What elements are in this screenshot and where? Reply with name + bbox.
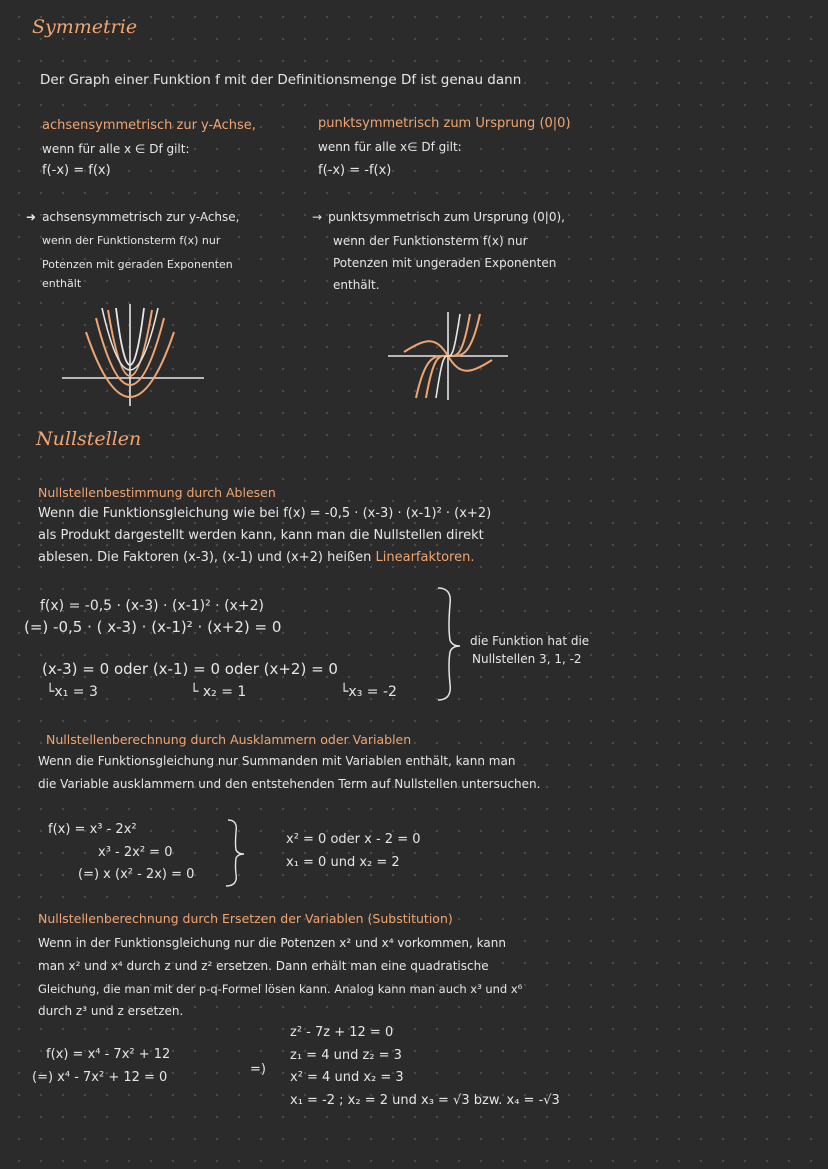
axis-symmetry-note-1: [26, 210, 239, 224]
implication-sign: =): [250, 1062, 266, 1077]
substitution-step-4: x₁ = -2 ; x₂ = 2 und x₃ = √3 bzw. x₄ = -√3: [290, 1093, 560, 1108]
ausklammern-equation-1: f(x) = x³ - 2x²: [48, 822, 137, 837]
heading-nullstellen: Nullstellen: [36, 428, 142, 450]
even-function-graph: [58, 302, 208, 412]
ablesen-equation-2: (=) -0,5 · ( x-3) · (x-1)² · (x+2) = 0: [24, 618, 282, 636]
axis-symmetry-formula: f(-x) = f(x): [42, 163, 111, 178]
axis-symmetry-note-2: wenn der Funktionsterm f(x) nur: [42, 234, 221, 247]
point-symmetry-note-2: wenn der Funktionsterm f(x) nur: [333, 234, 528, 248]
point-note-1-text: punktsymmetrisch zum Ursprung (0|0),: [328, 210, 565, 224]
ablesen-line-1: Wenn die Funktionsgleichung wie bei f(x) = -0,5 · (x-3) · (x-1)² · (x+2): [38, 506, 492, 521]
ablesen-equation-3: (x-3) = 0 oder (x-1) = 0 oder (x+2) = 0: [42, 660, 338, 678]
point-symmetry-title: punktsymmetrisch zum Ursprung (0|0): [318, 116, 571, 131]
ablesen-root-2: └ x₂ = 1: [190, 684, 247, 700]
substitution-step-1: z² - 7z + 12 = 0: [290, 1025, 394, 1040]
substitution-title: Nullstellenberechnung durch Ersetzen der Variablen (Substitution): [38, 911, 453, 926]
curly-brace-ausklammern: [222, 818, 252, 888]
point-symmetry-formula: f(-x) = -f(x): [318, 163, 392, 178]
ablesen-root-3: └x₃ = -2: [340, 684, 397, 700]
ablesen-line-3-text: ablesen. Die Faktoren (x-3), (x-1) und (x+2) heißen: [38, 550, 372, 565]
arrow-right-icon: ➜: [26, 210, 37, 224]
linearfaktoren-term: Linearfaktoren.: [375, 550, 475, 565]
point-symmetry-note-3: Potenzen mit ungeraden Exponenten: [333, 256, 557, 270]
axis-symmetry-note-3: Potenzen mit geraden Exponenten: [42, 258, 233, 271]
point-symmetry-condition: wenn für alle x∈ Df gilt:: [318, 140, 462, 154]
curly-brace-ablesen: [426, 584, 466, 704]
ausklammern-line-2: die Variable ausklammern und den entstehenden Term auf Nullstellen untersuchen.: [38, 777, 541, 791]
ausklammern-line-1: Wenn die Funktionsgleichung nur Summanden mit Variablen enthält, kann man: [38, 754, 516, 768]
substitution-line-1: Wenn in der Funktionsgleichung nur die Potenzen x² und x⁴ vorkommen, kann: [38, 936, 506, 950]
ablesen-line-3: [38, 550, 475, 565]
ablesen-root-1: └x₁ = 3: [46, 684, 98, 700]
point-symmetry-note-1: [312, 210, 565, 224]
substitution-step-2: z₁ = 4 und z₂ = 3: [290, 1048, 402, 1063]
axis-symmetry-title: achsensymmetrisch zur y-Achse,: [42, 118, 256, 133]
axis-symmetry-note-4: enthält: [42, 277, 82, 290]
odd-function-graph: [386, 312, 516, 402]
axis-note-1-text: achsensymmetrisch zur y-Achse,: [42, 210, 240, 224]
ablesen-result-note-2: Nullstellen 3, 1, -2: [472, 652, 582, 666]
substitution-line-3: Gleichung, die man mit der p-q-Formel lösen kann. Analog kann man auch x³ und x⁶: [38, 982, 523, 996]
ablesen-line-2: als Produkt dargestellt werden kann, kann man die Nullstellen direkt: [38, 528, 484, 543]
ausklammern-equation-3: (=) x (x² - 2x) = 0: [78, 867, 195, 882]
substitution-line-4: durch z³ und z ersetzen.: [38, 1004, 184, 1018]
ausklammern-result-1: x² = 0 oder x - 2 = 0: [286, 832, 421, 847]
axis-symmetry-condition: wenn für alle x ∈ Df gilt:: [42, 142, 190, 156]
ausklammern-equation-2: x³ - 2x² = 0: [98, 845, 173, 860]
ablesen-result-note-1: die Funktion hat die: [470, 634, 590, 648]
heading-symmetrie: Symmetrie: [32, 16, 138, 38]
symmetrie-intro: Der Graph einer Funktion f mit der Definitionsmenge Df ist genau dann: [40, 72, 522, 88]
ausklammern-result-2: x₁ = 0 und x₂ = 2: [286, 855, 400, 870]
arrow-right-icon: →: [312, 210, 323, 224]
substitution-step-3: x² = 4 und x₂ = 3: [290, 1070, 404, 1085]
ausklammern-title: Nullstellenberechnung durch Ausklammern oder Variablen: [46, 732, 412, 747]
substitution-line-2: man x² und x⁴ durch z und z² ersetzen. Dann erhält man eine quadratische: [38, 959, 489, 973]
substitution-equation-2: (=) x⁴ - 7x² + 12 = 0: [32, 1070, 168, 1085]
ablesen-equation-1: f(x) = -0,5 · (x-3) · (x-1)² · (x+2): [40, 598, 264, 614]
point-symmetry-note-4: enthält.: [333, 278, 380, 292]
substitution-equation-1: f(x) = x⁴ - 7x² + 12: [46, 1047, 171, 1062]
ablesen-title: Nullstellenbestimmung durch Ablesen: [38, 485, 276, 500]
